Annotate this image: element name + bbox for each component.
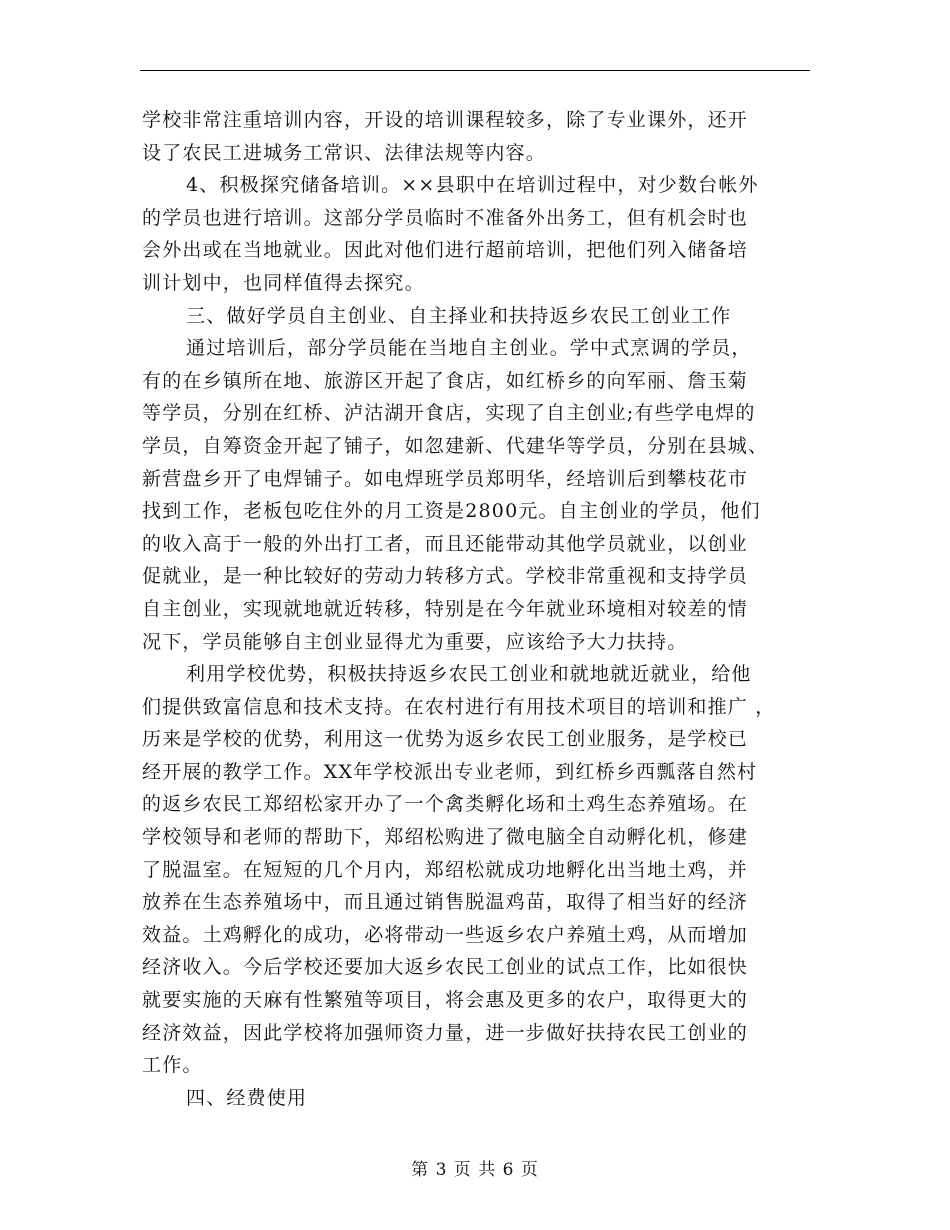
- text-line: 工作。: [142, 1054, 203, 1077]
- text-line: 设了农民工进城务工常识、法律法规等内容。: [142, 141, 547, 164]
- text-line: 学校非常注重培训内容，开设的培训课程较多，除了专业课外，还开: [142, 109, 749, 131]
- text-line: 们提供致富信息和技术支持。在农村进行有用技术项目的培训和推广 ，: [142, 695, 776, 718]
- header-rule: [140, 70, 810, 71]
- text-line: 的返乡农民工郑绍松家开办了一个禽类孵化场和土鸡生态养殖场。在: [142, 793, 749, 816]
- text-line: 通过培训后，部分学员能在当地自主创业。学中式烹调的学员，: [186, 337, 752, 360]
- text-line: 新营盘乡开了电焊铺子。如电焊班学员郑明华，经培训后到攀枝花市: [142, 467, 749, 490]
- text-line: 找到工作，老板包吃住外的月工资是2800元。自主创业的学员，他们: [142, 500, 761, 523]
- page-number: 第 3 页 共 6 页: [411, 1160, 539, 1180]
- text-line: 学员，自筹资金开起了铺子，如忽建新、代建华等学员，分别在县城、: [142, 434, 769, 457]
- text-line: 况下，学员能够自主创业显得尤为重要，应该给予大力扶持。: [142, 630, 688, 653]
- text-line: 三、做好学员自主创业、自主择业和扶持返乡农民工创业工作: [186, 304, 732, 327]
- text-line: 效益。土鸡孵化的成功，必将带动一些返乡农户养殖土鸡，从而增加: [142, 923, 749, 946]
- text-line: 自主创业，实现就地就近转移，特别是在今年就业环境相对较差的情: [142, 597, 749, 620]
- text-line: 有的在乡镇所在地、旅游区开起了食店，如红桥乡的向军丽、詹玉菊: [142, 369, 749, 392]
- text-line: 训计划中，也同样值得去探究。: [142, 271, 425, 294]
- text-line: 的收入高于一般的外出打工者，而且还能带动其他学员就业，以创业: [142, 532, 749, 555]
- text-line: 经济效益，因此学校将加强师资力量，进一步做好扶持农民工创业的: [142, 1021, 749, 1044]
- text-line: 了脱温室。在短短的几个月内，郑绍松就成功地孵化出当地土鸡，并: [142, 858, 749, 881]
- text-line: 放养在生态养殖场中，而且通过销售脱温鸡苗，取得了相当好的经济: [142, 891, 749, 914]
- text-line: 经济收入。今后学校还要加大返乡农民工创业的试点工作，比如很快: [142, 956, 749, 979]
- text-line: 等学员，分别在红桥、泸沽湖开食店，实现了自主创业;有些学电焊的: [142, 402, 756, 425]
- text-line: 四、经费使用: [186, 1086, 308, 1109]
- text-line: 4、积极探究储备培训。××县职中在培训过程中，对少数台帐外: [186, 174, 759, 197]
- text-line: 利用学校优势，积极扶持返乡农民工创业和就地就近就业，给他: [186, 663, 752, 686]
- text-line: 经开展的教学工作。XX年学校派出专业老师，到红桥乡西瓢落自然村: [142, 760, 758, 783]
- text-line: 就要实施的天麻有性繁殖等项目，将会惠及更多的农户，取得更大的: [142, 989, 749, 1012]
- text-line: 促就业，是一种比较好的劳动力转移方式。学校非常重视和支持学员: [142, 565, 749, 588]
- document-body: [142, 104, 810, 1114]
- text-line: 历来是学校的优势，利用这一优势为返乡农民工创业服务，是学校已: [142, 728, 749, 751]
- text-line: 会外出或在当地就业。因此对他们进行超前培训，把他们列入储备培: [142, 239, 749, 262]
- text-line: 学校领导和老师的帮助下，郑绍松购进了微电脑全自动孵化机，修建: [142, 826, 749, 849]
- text-line: 的学员也进行培训。这部分学员临时不准备外出务工，但有机会时也: [142, 206, 749, 229]
